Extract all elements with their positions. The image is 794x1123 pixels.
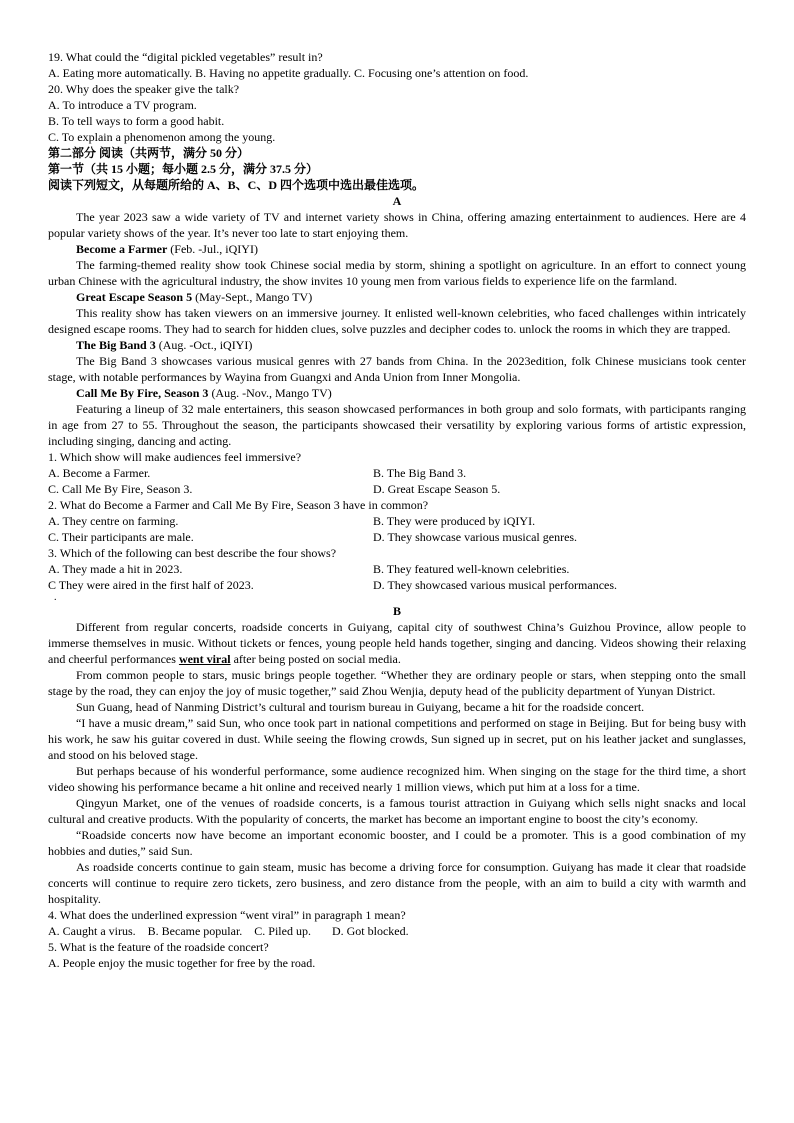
passage-a-letter: A [392, 194, 402, 208]
question-1-options-row [48, 481, 746, 497]
passage-b-letter: B [392, 604, 401, 618]
question-5-stem: 5. What is the feature of the roadside concert? [48, 940, 269, 954]
show-description: This reality show has taken viewers on an immersive journey. It enlisted well-known celebrities, who faced challenges within intricately designed escape rooms. They had to search for hidden clues, solve puzzles and decipher codes to. unlock the rooms in which they are trapped. [48, 306, 746, 336]
show-title-line [48, 289, 746, 305]
show-meta: (Aug. -Oct., iQIYI) [155, 338, 253, 352]
question-19-options: A. Eating more automatically. B. Having no appetite gradually. C. Focusing one’s attention on food. [48, 66, 529, 80]
show-meta: (Feb. -Jul., iQIYI) [167, 242, 258, 256]
passage-a-intro: The year 2023 saw a wide variety of TV and internet variety shows in China, offering amazing entertainment to audiences. Here are 4 popular variety shows of the year. It’s never too late to start enjoying them. [48, 210, 746, 240]
underlined-expression: went viral [178, 652, 231, 666]
question-20-option-a: A. To introduce a TV program. [48, 98, 197, 112]
question-1-options-row [48, 465, 746, 481]
section-part-heading: 第二部分 阅读（共两节，满分 50 分） [48, 146, 250, 160]
option-b: B. They featured well-known celebrities. [373, 562, 570, 576]
passage-b-paragraph-5: But perhaps because of his wonderful performance, some audience recognized him. When singing on the stage for the third time, a short video showing his performance became a hit online and received nearly 1 million views, which put him at a loss for a time. [48, 764, 746, 794]
section-sub-heading: 第一节（共 15 小题；每小题 2.5 分，满分 37.5 分） [48, 162, 319, 176]
show-meta: (May-Sept., Mango TV) [192, 290, 313, 304]
show-title: Great Escape Season 5 [76, 290, 193, 304]
paragraph-1-text-end: after being posted on social media. [230, 652, 401, 666]
show-meta: (Aug. -Nov., Mango TV) [208, 386, 332, 400]
stray-dot: . [54, 592, 57, 603]
question-2-stem: 2. What do Become a Farmer and Call Me By Fire, Season 3 have in common? [48, 498, 429, 512]
option-c: C They were aired in the first half of 2023. [48, 578, 254, 592]
option-b: B. The Big Band 3. [373, 466, 467, 480]
question-3-options-row [48, 561, 746, 577]
show-description: Featuring a lineup of 32 male entertainers, this season showcased performances in both group and solo formats, with participants ranging in age from 27 to 55. Throughout the season, the participants showcased their versatility by exploring various forms of artistic expression, including singing, dancing and acting. [48, 402, 746, 448]
show-title-line [48, 337, 746, 353]
option-a: A. They made a hit in 2023. [48, 562, 183, 576]
question-20: 20. Why does the speaker give the talk? [48, 82, 240, 96]
show-description: The farming-themed reality show took Chinese social media by storm, shining a spotlight on agriculture. In an effort to connect young urban Chinese with the agricultural industry, the show invites 10 young men from various fields to experience life on the farmland. [48, 258, 746, 288]
exam-page [48, 49, 746, 971]
option-d: D. Great Escape Season 5. [373, 482, 501, 496]
option-a: A. Become a Farmer. [48, 466, 151, 480]
question-3-options-row [48, 577, 746, 593]
question-1-stem: 1. Which show will make audiences feel immersive? [48, 450, 302, 464]
show-title: Become a Farmer [76, 242, 168, 256]
question-2-options-row [48, 513, 746, 529]
show-title: Call Me By Fire, Season 3 [76, 386, 209, 400]
passage-b-paragraph-8: As roadside concerts continue to gain steam, music has become a driving force for consumption. Guiyang has made it clear that roadside concerts will continue to require zero tickets, zero business, and zero distance from the people, with an aim to build a city with warmth and hospitality. [48, 860, 746, 906]
passage-b-paragraph-3: Sun Guang, head of Nanming District’s cultural and tourism bureau in Guiyang, became a hit for the roadside concert. [76, 700, 645, 714]
question-19: 19. What could the “digital pickled vegetables” result in? [48, 50, 323, 64]
question-20-option-c: C. To explain a phenomenon among the young. [48, 130, 276, 144]
question-4-stem: 4. What does the underlined expression “went viral” in paragraph 1 mean? [48, 908, 406, 922]
show-title-line [48, 385, 746, 401]
option-d: D. They showcase various musical genres. [373, 530, 578, 544]
paragraph-1-text: Different from regular concerts, roadside concerts in Guiyang, capital city of southwest China’s Guizhou Province, allow people to immerse themselves in music. Without tickets or fences, young people held hands together, singing and dancing. Videos showing their relaxing and cheerful performances [48, 620, 746, 666]
passage-b-paragraph-6: Qingyun Market, one of the venues of roadside concerts, is a famous tourist attraction in Guiyang which sells night snacks and local cultural and creative products. With the popularity of concerts, the market has become an important engine to boost the city’s economy. [48, 796, 746, 826]
question-20-option-b: B. To tell ways to form a good habit. [48, 114, 225, 128]
option-c: C. Their participants are male. [48, 530, 194, 544]
question-3-stem: 3. Which of the following can best describe the four shows? [48, 546, 337, 560]
option-c: C. Call Me By Fire, Season 3. [48, 482, 193, 496]
option-b: B. They were produced by iQIYI. [373, 514, 536, 528]
passage-b-paragraph-4: “I have a music dream,” said Sun, who once took part in national competitions and performed on stage in Beijing. But for being busy with his work, he saw his guitar covered in dust. While seeing the flowing crowds, Sun signed up in secret, put on his leather jacket and sunglasses, and stood on his beloved stage. [48, 716, 746, 762]
question-2-options-row [48, 529, 746, 545]
show-title-line [48, 241, 746, 257]
option-a: A. They centre on farming. [48, 514, 179, 528]
show-description: The Big Band 3 showcases various musical genres with 27 bands from China. In the 2023edition, folk Chinese musicians took center stage, with notable performances by Wayina from Guangxi and Anda Union from Inner Mongolia. [48, 354, 746, 384]
passage-b-paragraph-7: “Roadside concerts now have become an important economic booster, and I could be a promoter. This is a good combination of my hobbies and duties,” said Sun. [48, 828, 746, 858]
show-title: The Big Band 3 [76, 338, 156, 352]
passage-b-paragraph-2: From common people to stars, music brings people together. “Whether they are ordinary people or stars, when stepping onto the small stage by the road, they can enjoy the joy of music together,” said Zhou Wenjia, deputy head of the publicity department of Yunyan District. [48, 668, 746, 698]
passage-b-paragraph-1 [48, 619, 746, 667]
section-instruction: 阅读下列短文，从每题所给的 A、B、C、D 四个选项中选出最佳选项。 [48, 178, 425, 192]
question-4-options: A. Caught a virus. B. Became popular. C. Piled up. D. Got blocked. [48, 924, 409, 938]
option-d: D. They showcased various musical performances. [373, 578, 618, 592]
question-5-option-a: A. People enjoy the music together for free by the road. [48, 956, 316, 970]
